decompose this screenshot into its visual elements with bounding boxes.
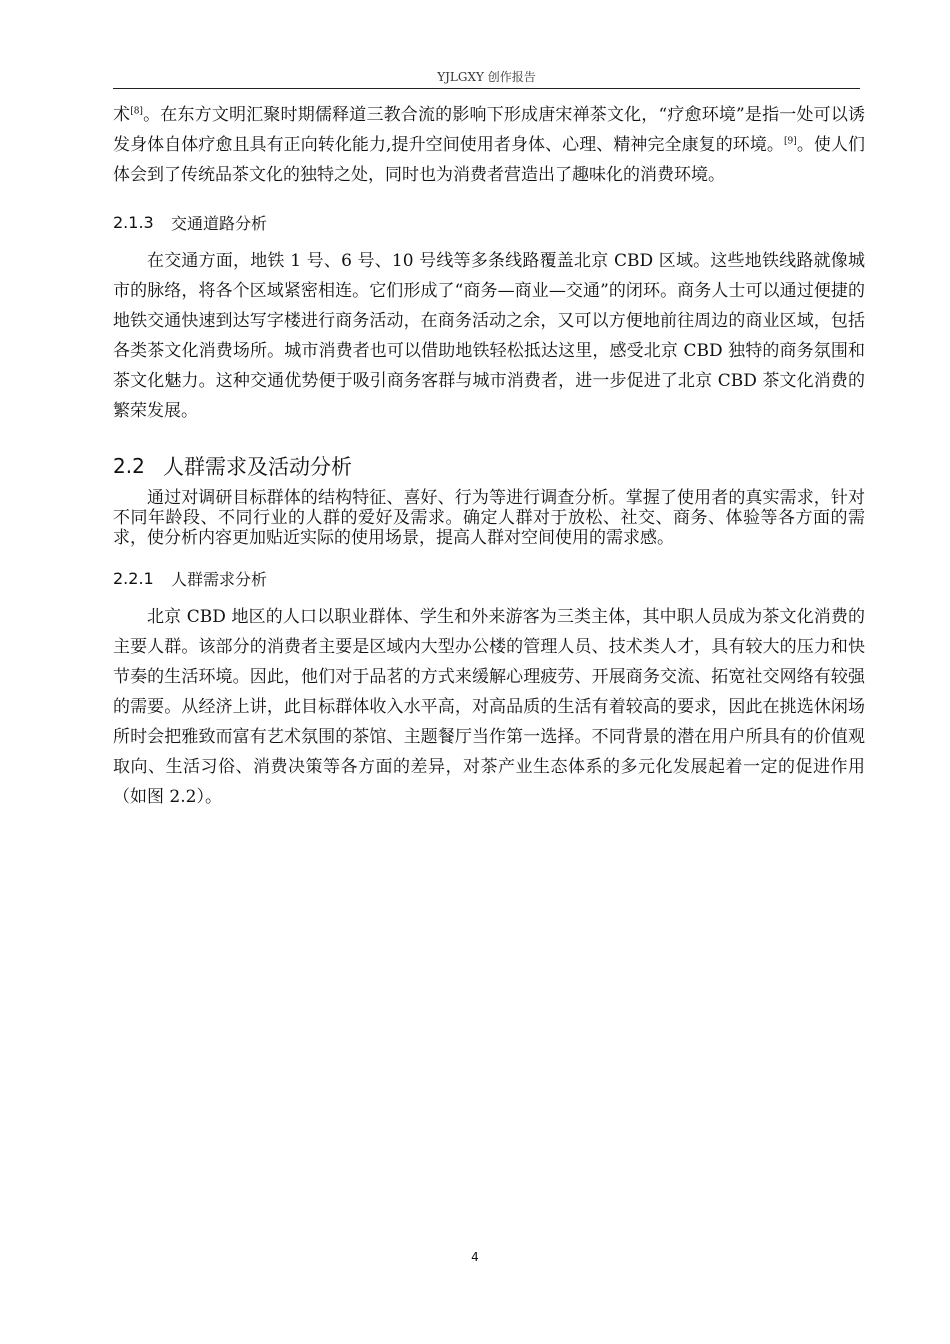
section-number: 2.1.3 — [113, 212, 154, 232]
section-heading-2-2-1 — [113, 564, 865, 592]
section-heading-2-2 — [113, 450, 865, 482]
section-title: 交通道路分析 — [171, 213, 268, 233]
page-header: YJLGXY 创作报告 — [437, 70, 536, 84]
citation-ref: [9] — [784, 136, 797, 147]
paragraph-text: 。在东方文明汇聚时期儒释道三教合流的影响下形成唐宋禅茶文化，“疗愈环境”是指一处可以诱发身体自体疗愈且具有正向转化能力,提升空间使用者身体、心理、精神完全康复的环境。 — [113, 105, 865, 155]
paragraph-transport: 在交通方面，地铁 1 号、6 号、10 号线等多条线路覆盖北京 CBD 区域。这些地铁线路就像城市的脉络，将各个区域紧密相连。它们形成了“商务—商业—交通”的闭环。商务人士可以通过便捷的地铁交通快速到达写字楼进行商务活动，在商务活动之余，又可以方便地前往周边的商业区域，包括各类茶文化消费场所。城市消费者也可以借助地铁轻松抵达这里，感受北京 CBD 独特的商务氛围和茶文化魅力。这种交通优势便于吸引商务客群与城市消费者，进一步促进了北京 CBD 茶文化消费的繁荣发展。 — [113, 251, 865, 421]
document-body — [113, 100, 865, 812]
citation-ref: [8] — [130, 106, 143, 117]
header-divider — [113, 88, 860, 89]
section-title: 人群需求分析 — [171, 569, 268, 589]
paragraph-text: 术 — [113, 105, 131, 125]
section-number: 2.2.1 — [113, 568, 154, 588]
paragraph-crowd-needs: 北京 CBD 地区的人口以职业群体、学生和外来游客为三类主体，其中职人员成为茶文化消费的主要人群。该部分的消费者主要是区域内大型办公楼的管理人员、技术类人才，具有较大的压力和快节奏的生活环境。因此，他们对于品茗的方式来缓解心理疲劳、开展商务交流、拓宽社交网络有较强的需要。从经济上讲，此目标群体收入水平高，对高品质的生活有着较高的要求，因此在挑选休闲场所时会把雅致而富有艺术氛围的茶馆、主题餐厅当作第一选择。不同背景的潜在用户所具有的价值观取向、生活习俗、消费决策等各方面的差异，对茶产业生态体系的多元化发展起着一定的促进作用（如图 2.2）。 — [113, 607, 865, 807]
paragraph-tea-culture — [113, 100, 865, 190]
paragraph-crowd-intro: 通过对调研目标群体的结构特征、喜好、行为等进行调查分析。掌握了使用者的真实需求，针对不同年龄段、不同行业的人群的爱好及需求。确定人群对于放松、社交、商务、体验等各方面的需求，使分析内容更加贴近实际的使用场景，提高人群对空间使用的需求感。 — [113, 488, 865, 548]
section-title: 人群需求及活动分析 — [163, 455, 352, 479]
section-number: 2.2 — [113, 454, 145, 478]
section-heading-2-1-3 — [113, 208, 865, 236]
paragraph-text: 。使人们体会到了传统品茶文化的独特之处，同时也为消费者营造出了趣味化的消费环境。 — [113, 135, 866, 185]
page-number: 4 — [471, 1250, 479, 1264]
